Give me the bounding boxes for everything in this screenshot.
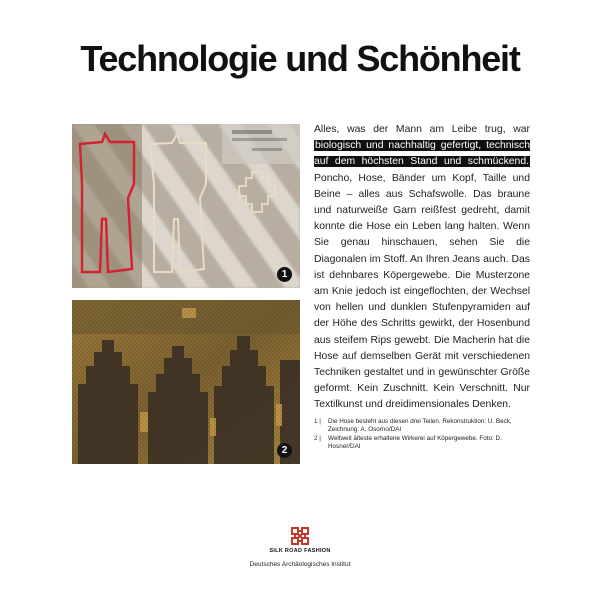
silk-road-knot-icon	[290, 526, 310, 546]
figure-number-badge: 1	[277, 267, 292, 282]
figure-number-badge: 2	[277, 443, 292, 458]
figure-captions	[314, 418, 536, 451]
caption-2	[314, 435, 536, 452]
body-text-rest: Poncho, Hose, Bänder um Kopf, Taille und Beine – alles aus Schafswolle. Das braune und naturweiße Garn reißfest gedreht, damit konnte die Hose ein Leben lang halten. Wenn Sie genau hinschauen, sehen Sie die Diagonalen im Stoff. An Ihren Jeans auch. Das ist dehnbares Köpergewebe. Die Musterzone am Knie jedoch ist eingeflochten, der Wechsel von hellen und dunklen Stufenpyramiden auf der Höhe des Schritts gewirkt, der Hosenbund aus steifem Rips gewebt. Die Macherin hat die Hose auf demselben Gerät mit verschiedenen Techniken gestaltet und in gewünschter Größe geformt. Kein Zuschnitt. Kein Verschnitt. Nur Textilkunst und dreidimensionales Denken.	[314, 172, 530, 411]
figure-2-textile-photo	[72, 300, 300, 464]
institute-name: Deutsches Archäologisches Institut	[249, 561, 351, 568]
caption-number: 1 |	[314, 418, 321, 425]
caption-number: 2 |	[314, 434, 321, 442]
caption-1	[314, 418, 536, 435]
page-title: Technologie und Schönheit	[80, 38, 520, 79]
brand-name: SILK ROAD FASHION	[269, 548, 331, 554]
reconstruction-image	[72, 124, 300, 288]
highlighted-phrase: biologisch und nachhaltig gefertigt, technisch auf dem höchsten Stand und schmückend.	[314, 140, 530, 168]
caption-text: Die Hose besteht aus diesen drei Teilen. Rekonstruktion: U. Beck, Zeichnung: A. Osorno/DAI	[328, 418, 512, 434]
textile-image	[72, 300, 300, 464]
body-text-intro: Alles, was der Mann am Leibe trug, war	[314, 124, 530, 135]
figure-1-reconstruction	[72, 124, 300, 288]
body-paragraph	[314, 122, 530, 414]
caption-text: Weltweit älteste erhaltene Wirkerei auf Köpergewebe. Foto: D. Hosner/DAI	[328, 434, 502, 450]
